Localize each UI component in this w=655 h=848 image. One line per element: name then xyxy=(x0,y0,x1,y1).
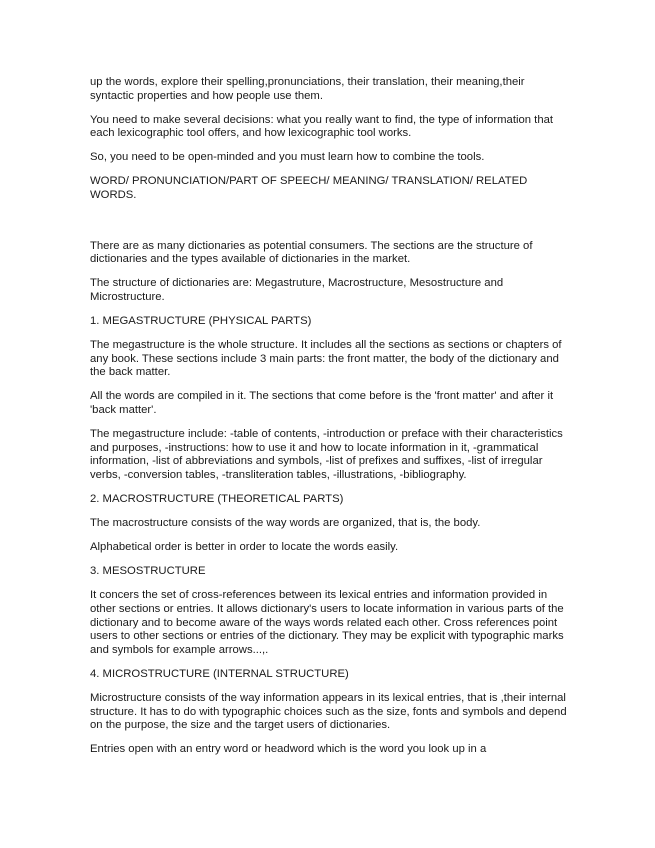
paragraph-front-back-matter: All the words are compiled in it. The sections that come before is the 'front matter' and after it 'back matter'. xyxy=(90,390,554,416)
paragraph-microstructure-definition: Microstructure consists of the way information appears in its lexical entries, that is ,their internal structure. It has to do with typographic choices such as the size, fonts and symbols and depend on the purpose, the size and the target users of dictionaries. xyxy=(90,691,567,732)
paragraph-intro-continuation: up the words, explore their spelling,pronunciations, their translation, their meaning,their syntactic properties and how people use them. xyxy=(90,76,525,102)
paragraph-macrostructure-definition: The macrostructure consists of the way words are organized, that is, the body. xyxy=(90,517,481,530)
heading-mesostructure: 3. MESOSTRUCTURE xyxy=(90,565,206,578)
heading-microstructure: 4. MICROSTRUCTURE (INTERNAL STRUCTURE) xyxy=(90,667,349,680)
paragraph-entry-elements: WORD/ PRONUNCIATION/PART OF SPEECH/ MEANING/ TRANSLATION/ RELATED WORDS. xyxy=(90,175,528,202)
paragraph-mesostructure-definition: It concers the set of cross-references between its lexical entries and information provided in other sections or entries. It allows dictionary's users to locate information in various parts of the dictionary and to become aware of the ways words related each other. Cross references point users to other sections or entries of the dictionary. They may be explicit with typographic marks and symbols for example arrows...,. xyxy=(90,589,564,656)
document-page xyxy=(90,76,570,767)
paragraph-megastructure-definition: The megastructure is the whole structure. It includes all the sections as sections or chapters of any book. These sections include 3 main parts: the front matter, the body of the dictionary and the back matter. xyxy=(90,339,562,379)
heading-megastructure: 1. MEGASTRUCTURE (PHYSICAL PARTS) xyxy=(90,315,312,328)
heading-macrostructure: 2. MACROSTRUCTURE (THEORETICAL PARTS) xyxy=(90,492,344,505)
paragraph-decisions: You need to make several decisions: what you really want to find, the type of information that each lexicographic tool offers, and how lexicographic tool works. xyxy=(90,113,554,140)
paragraph-open-minded: So, you need to be open-minded and you must learn how to combine the tools. xyxy=(90,151,485,164)
paragraph-alphabetical-order: Alphabetical order is better in order to locate the words easily. xyxy=(90,541,399,554)
paragraph-megastructure-contents: The megastructure include: -table of contents, -introduction or preface with their characteristics and purposes, -instructions: how to use it and how to locate information in it, -grammatical information, -list of abbreviations and symbols, -list of prefixes and suffixes, -list of irregular verbs, -conversion tables, -transliteration tables, -illustrations, -bibliography. xyxy=(90,428,563,481)
paragraph-entries-headword: Entries open with an entry word or headword which is the word you look up in a xyxy=(90,743,487,756)
paragraph-structure-list: The structure of dictionaries are: Megastruture, Macrostructure, Mesostructure and Microstructure. xyxy=(90,277,504,303)
paragraph-dictionaries-consumers: There are as many dictionaries as potential consumers. The sections are the structure of dictionaries and the types available of dictionaries in the market. xyxy=(90,239,533,266)
